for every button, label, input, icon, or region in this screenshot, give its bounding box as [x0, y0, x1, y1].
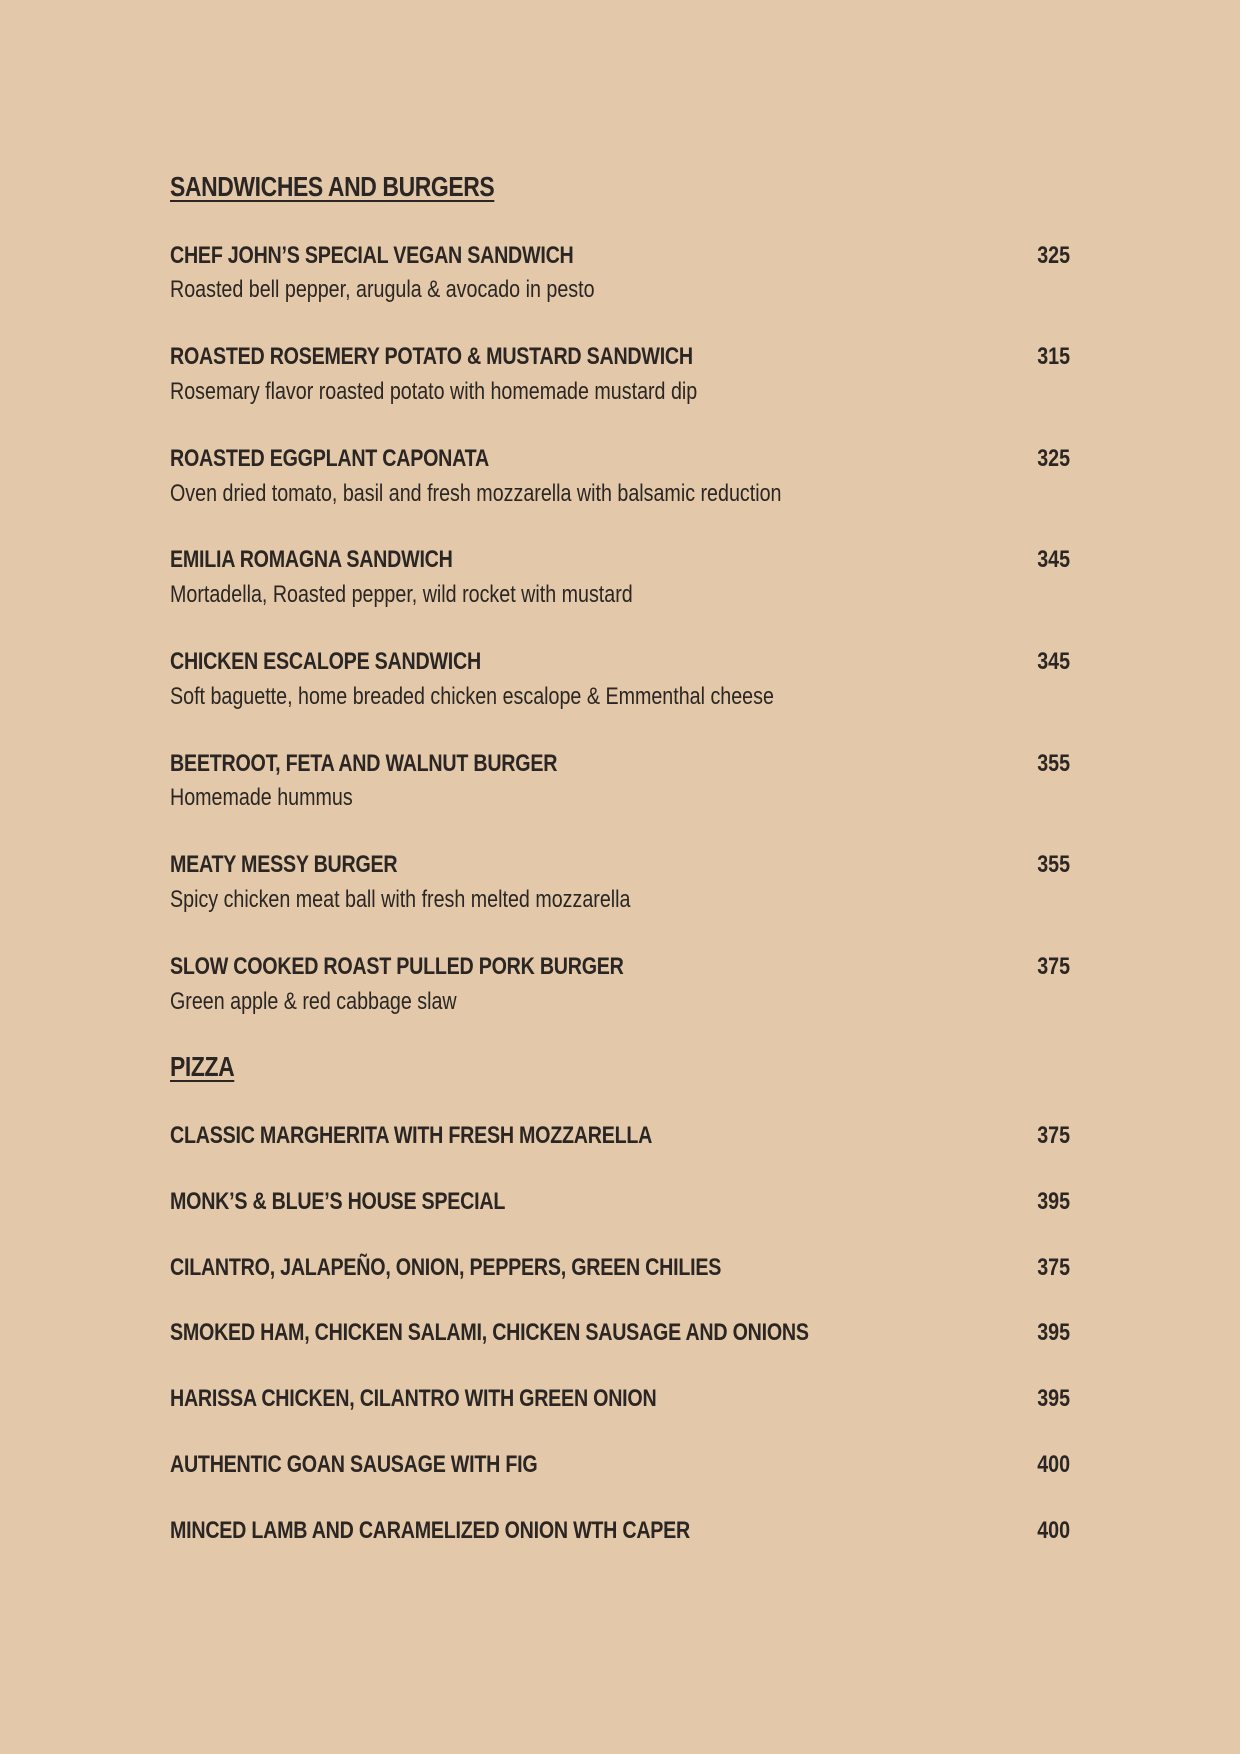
item-description: Homemade hummus [170, 784, 353, 812]
item-price: 345 [1037, 647, 1070, 675]
item-description: Mortadella, Roasted pepper, wild rocket with mustard [170, 581, 633, 609]
item-price: 315 [1037, 343, 1070, 371]
item-name: CILANTRO, JALAPEÑO, ONION, PEPPERS, GREEN CHILIES [170, 1253, 722, 1281]
menu-item [170, 343, 1070, 407]
item-description: Oven dried tomato, basil and fresh mozzarella with balsamic reduction [170, 479, 782, 507]
menu-item [170, 1254, 1070, 1283]
item-price: 400 [1037, 1450, 1070, 1478]
item-description: Soft baguette, home breaded chicken escalope & Emmenthal cheese [170, 682, 774, 710]
item-name: BEETROOT, FETA AND WALNUT BURGER [170, 749, 558, 777]
item-name: ROASTED ROSEMERY POTATO & MUSTARD SANDWICH [170, 343, 693, 371]
menu-item [170, 242, 1070, 306]
item-name: AUTHENTIC GOAN SAUSAGE WITH FIG [170, 1450, 538, 1478]
section-title-sandwiches-burgers: SANDWICHES AND BURGERS [170, 171, 495, 202]
menu-item [170, 1385, 1070, 1414]
item-name: MINCED LAMB AND CARAMELIZED ONION WTH CAPER [170, 1516, 691, 1544]
menu-item [170, 1517, 1070, 1546]
item-name: MONK’S & BLUE’S HOUSE SPECIAL [170, 1187, 506, 1215]
item-price: 355 [1037, 749, 1070, 777]
item-name: MEATY MESSY BURGER [170, 851, 398, 879]
menu-item [170, 851, 1070, 915]
item-price: 400 [1037, 1516, 1070, 1544]
menu-item [170, 445, 1070, 509]
menu-item [170, 546, 1070, 610]
item-description: Green apple & red cabbage slaw [170, 987, 457, 1015]
item-price: 375 [1037, 1253, 1070, 1281]
menu-item [170, 1122, 1070, 1151]
menu-item [170, 1451, 1070, 1480]
menu-item [170, 1319, 1070, 1348]
item-name: CHICKEN ESCALOPE SANDWICH [170, 647, 481, 675]
item-name: ROASTED EGGPLANT CAPONATA [170, 444, 489, 472]
menu-item [170, 648, 1070, 712]
item-name: SMOKED HAM, CHICKEN SALAMI, CHICKEN SAUSAGE AND ONIONS [170, 1319, 809, 1347]
item-description: Spicy chicken meat ball with fresh melted mozzarella [170, 885, 631, 913]
item-price: 355 [1037, 851, 1070, 879]
item-description: Rosemary flavor roasted potato with homemade mustard dip [170, 377, 698, 405]
item-price: 395 [1037, 1385, 1070, 1413]
section-title-pizza: PIZZA [170, 1051, 235, 1083]
menu-page [170, 170, 1070, 1546]
sandwiches-burgers-list [170, 242, 1070, 1017]
pizza-list [170, 1122, 1070, 1546]
item-name: CLASSIC MARGHERITA WITH FRESH MOZZARELLA [170, 1121, 653, 1149]
item-price: 375 [1037, 952, 1070, 980]
item-price: 395 [1037, 1187, 1070, 1215]
item-name: HARISSA CHICKEN, CILANTRO WITH GREEN ONION [170, 1385, 657, 1413]
item-price: 325 [1037, 444, 1070, 472]
item-price: 345 [1037, 546, 1070, 574]
item-description: Roasted bell pepper, arugula & avocado in pesto [170, 276, 595, 304]
item-name: SLOW COOKED ROAST PULLED PORK BURGER [170, 952, 624, 980]
item-name: EMILIA ROMAGNA SANDWICH [170, 546, 453, 574]
item-price: 395 [1037, 1319, 1070, 1347]
menu-item [170, 1188, 1070, 1217]
menu-item [170, 750, 1070, 814]
item-price: 325 [1037, 241, 1070, 269]
menu-item [170, 953, 1070, 1017]
item-price: 375 [1037, 1121, 1070, 1149]
item-name: CHEF JOHN’S SPECIAL VEGAN SANDWICH [170, 241, 574, 269]
